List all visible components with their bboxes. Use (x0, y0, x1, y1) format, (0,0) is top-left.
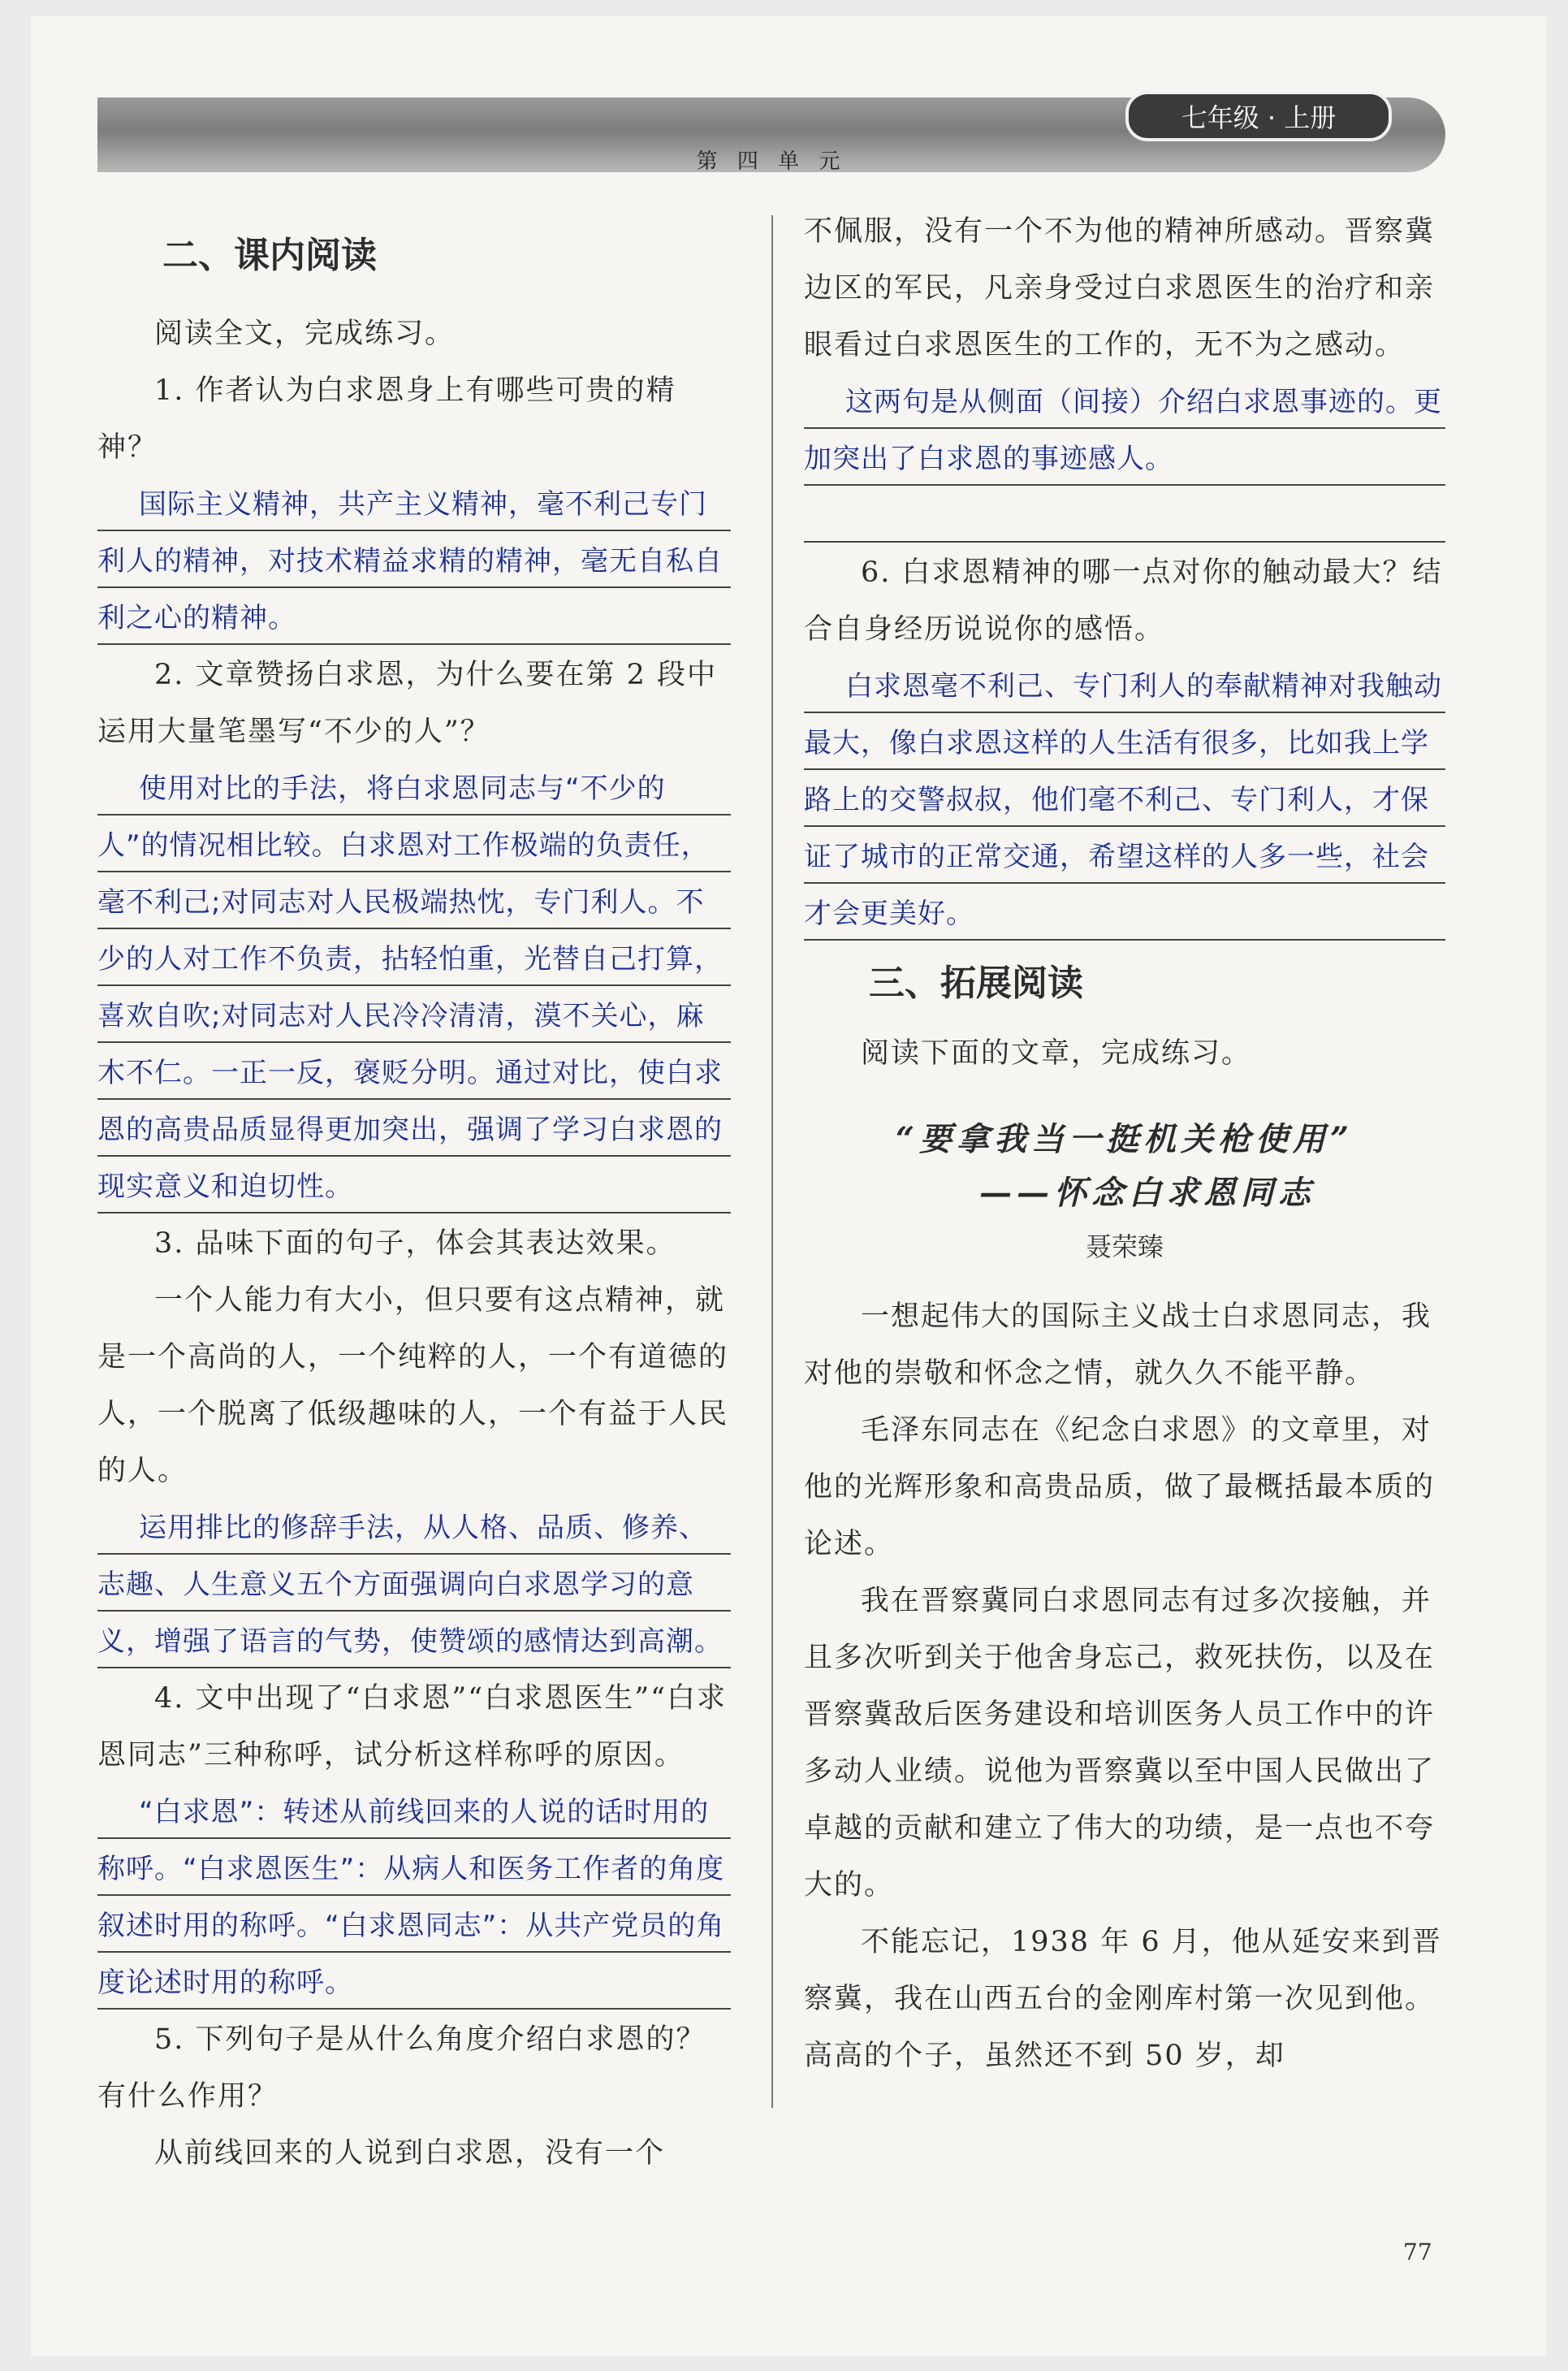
question-2: 2. 文章赞扬白求恩，为什么要在第 2 段中运用大量笔墨写“不少的人”？ (97, 659, 718, 748)
article-paragraph: 毛泽东同志在《纪念白求恩》的文章里，对他的光辉形象和高贵品质，做了最概括最本质的论述。 (804, 1414, 1436, 1560)
answer-6[interactable]: 白求恩毫不利己、专门利人的奉献精神对我触动最大，像白求恩这样的人生活有很多，比如我上学路上的交警叔叔，他们毫不利己、专门利人，才保证了城市的正常交通，希望这样的人多一些，社会才会更美好。 (804, 658, 1445, 942)
answer-2[interactable]: 使用对比的手法，将白求恩同志与“不少的人”的情况相比较。白求恩对工作极端的负责任，毫不利己;对同志对人民极端热忱，专门利人。不少的人对工作不负责，拈轻怕重，光替自己打算，喜欢自吹;对同志对人民冷冷清清，漠不关心，麻木不仁。一正一反，褒贬分明。通过对比，使白求恩的高贵品质显得更加突出，强调了学习白求恩的现实意义和迫切性。 (97, 760, 731, 1215)
section-title-in-class-reading: 二、课内阅读 (162, 235, 377, 276)
blank-answer-line[interactable] (804, 487, 1445, 544)
grade-badge: 七年级 · 上册 (1125, 91, 1392, 141)
question-4: 4. 文中出现了“白求恩”“白求恩医生”“白求恩同志”三种称呼，试分析这样称呼的原因。 (97, 1682, 727, 1772)
instruction-2: 阅读下面的文章，完成练习。 (861, 1037, 1252, 1070)
answer-3[interactable]: 运用排比的修辞手法，从人格、品质、修养、志趣、人生意义五个方面强调向白求恩学习的意义，增强了语言的气势，使赞颂的感情达到高潮。 (97, 1499, 731, 1670)
article-author: 聂荣臻 (1085, 1231, 1164, 1262)
question-1: 1. 作者认为白求恩身上有哪些可贵的精神？ (97, 374, 676, 464)
answer-1[interactable]: 国际主义精神，共产主义精神，毫不利己专门利人的精神，对技术精益求精的精神，毫无自私自利之心的精神。 (97, 476, 731, 647)
section-title-extended-reading: 三、拓展阅读 (869, 963, 1083, 1004)
quote-3: 一个人能力有大小，但只要有这点精神，就是一个高尚的人，一个纯粹的人，一个有道德的人，一个脱离了低级趣味的人，一个有益于人民的人。 (97, 1284, 729, 1487)
quote-5-continued: 不佩服，没有一个不为他的精神所感动。晋察冀边区的军民，凡亲身受过白求恩医生的治疗和亲眼看过白求恩医生的工作的，无不为之感动。 (804, 215, 1436, 361)
left-column (97, 203, 731, 2182)
article-paragraph: 不能忘记，1938 年 6 月，他从延安来到晋察冀，我在山西五台的金刚库村第一次见到他。高高的个子，虽然还不到 50 岁，却 (804, 1926, 1442, 2072)
article-paragraph: 我在晋察冀同白求恩同志有过多次接触，并且多次听到关于他舍身忘己，救死扶伤，以及在晋察冀敌后医务建设和培训医务人员工作中的许多动人业绩。说他为晋察冀以至中国人民做出了卓越的贡献和建立了伟大的功绩，是一点也不夸大的。 (804, 1585, 1436, 1902)
page-number: 77 (1403, 2239, 1432, 2265)
article-subtitle: ——怀念白求恩同志 (979, 1174, 1315, 1212)
answer-4[interactable]: “白求恩”：转述从前线回来的人说的话时用的称呼。“白求恩医生”：从病人和医务工作者的角度叙述时用的称呼。“白求恩同志”：从共产党员的角度论述时用的称呼。 (97, 1784, 731, 2011)
article-paragraph: 一想起伟大的国际主义战士白求恩同志，我对他的崇敬和怀念之情，就久久不能平静。 (804, 1300, 1432, 1390)
question-3: 3. 品味下面的句子，体会其表达效果。 (154, 1227, 676, 1260)
right-column (804, 203, 1445, 2084)
instruction: 阅读全文，完成练习。 (154, 318, 456, 350)
unit-label: 第 四 单 元 (696, 149, 847, 174)
question-6: 6. 白求恩精神的哪一点对你的触动最大？结合自身经历说说你的感悟。 (804, 556, 1443, 646)
column-divider (771, 215, 773, 2108)
quote-5: 从前线回来的人说到白求恩，没有一个 (154, 2137, 666, 2170)
question-5: 5. 下列句子是从什么角度介绍白求恩的？有什么作用？ (97, 2023, 706, 2113)
article-title: “要拿我当一挺机关枪使用” (895, 1120, 1354, 1158)
answer-5[interactable]: 这两句是从侧面（间接）介绍白求恩事迹的。更加突出了白求恩的事迹感人。 (804, 374, 1445, 487)
